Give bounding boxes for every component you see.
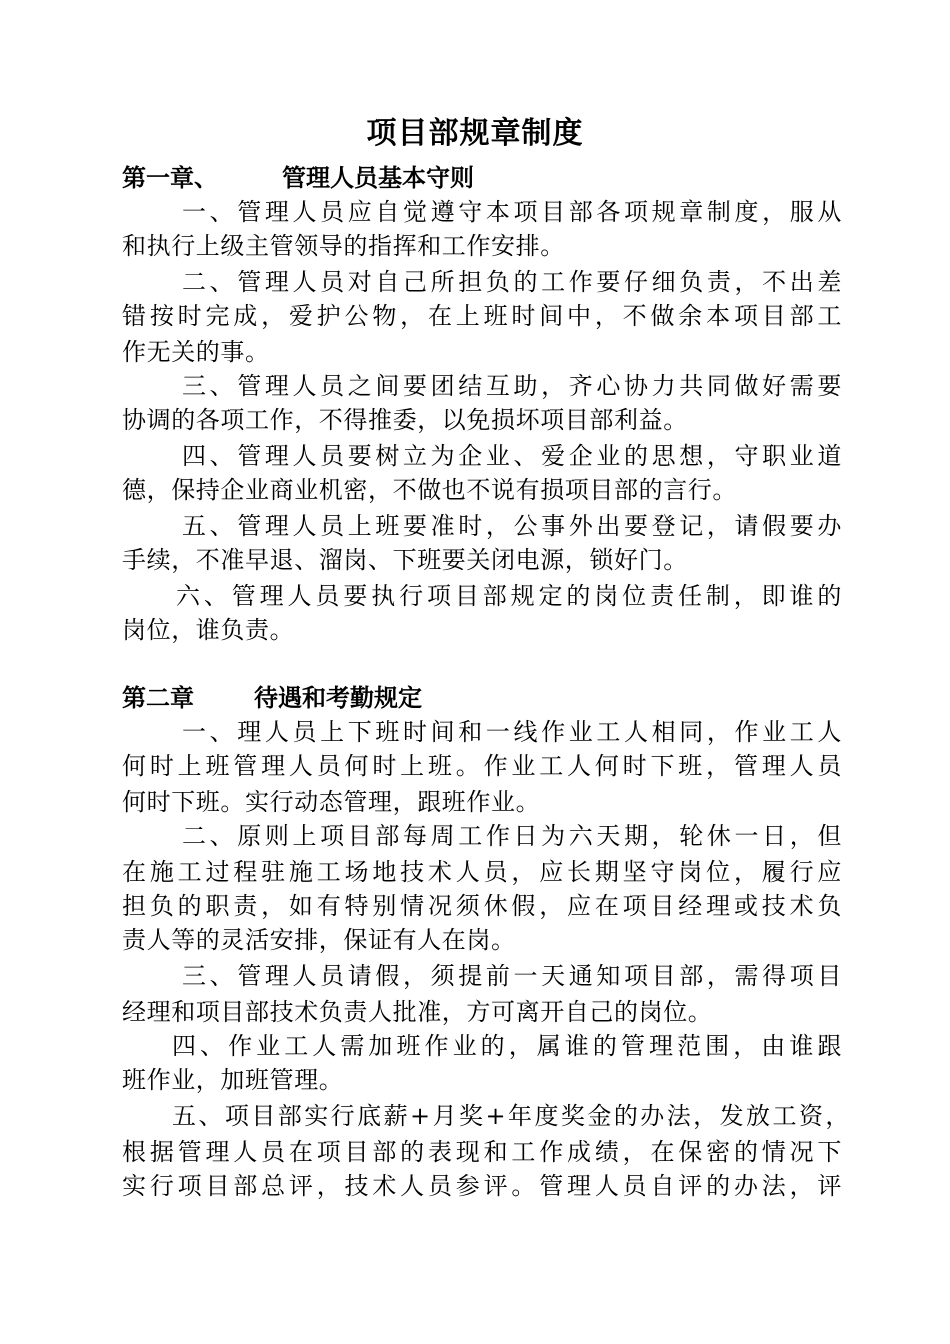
chapter-2-line: 五、项目部实行底薪+月奖+年度奖金的办法，发放工资， [172,1102,850,1130]
chapter-2-number: 第二章 [122,683,194,712]
chapter-1-line: 二、管理人员对自己所担负的工作要仔细负责，不出差 [182,268,842,296]
chapter-2-line: 实行项目部总评，技术人员参评。管理人员自评的办法，评 [122,1172,842,1200]
chapter-1-line: 六、管理人员要执行项目部规定的岗位责任制，即谁的 [176,582,842,610]
chapter-1-number: 第一章、 [122,163,218,192]
chapter-2-line: 何时下班。实行动态管理，跟班作业。 [122,788,541,816]
chapter-1-line: 和执行上级主管领导的指挥和工作安排。 [122,232,565,260]
chapter-1-line: 一、管理人员应自觉遵守本项目部各项规章制度，服从 [182,198,842,226]
chapter-2-line: 二、原则上项目部每周工作日为六天期，轮休一日，但 [182,822,842,850]
chapter-2-line: 四、作业工人需加班作业的，属谁的管理范围，由谁跟 [172,1032,842,1060]
chapter-2-line: 责人等的灵活安排，保证有人在岗。 [122,926,516,954]
chapter-2-line: 班作业，加班管理。 [122,1066,344,1094]
chapter-2-line: 何时上班管理人员何时上班。作业工人何时下班，管理人员 [122,752,842,780]
chapter-2-line: 根据管理人员在项目部的表现和工作成绩，在保密的情况下 [122,1138,842,1166]
chapter-1-line: 三、管理人员之间要团结互助，齐心协力共同做好需要 [182,372,842,400]
chapter-2-line: 三、管理人员请假，须提前一天通知项目部，需得项目 [182,962,842,990]
document-title: 项目部规章制度 [366,116,584,151]
chapter-2-name: 待遇和考勤规定 [254,683,422,712]
chapter-1-line: 岗位，谁负责。 [122,616,295,644]
chapter-2-line: 在施工过程驻施工场地技术人员，应长期坚守岗位，履行应 [122,858,842,886]
chapter-1-line: 德，保持企业商业机密，不做也不说有损项目部的言行。 [122,476,737,504]
chapter-1-line: 作无关的事。 [122,338,270,366]
chapter-2-line: 经理和项目部技术负责人批准，方可离开自己的岗位。 [122,998,713,1026]
chapter-1-line: 手续，不准早退、溜岗、下班要关闭电源，锁好门。 [122,546,688,574]
chapter-1-line: 错按时完成，爱护公物，在上班时间中，不做余本项目部工 [122,302,842,330]
chapter-1-line: 五、管理人员上班要准时，公事外出要登记，请假要办 [182,512,842,540]
chapter-2-line: 担负的职责，如有特别情况须休假，应在项目经理或技术负 [122,892,842,920]
chapter-1-line: 四、管理人员要树立为企业、爱企业的思想，守职业道 [182,442,842,470]
chapter-1-name: 管理人员基本守则 [282,163,474,192]
chapter-2-line: 一、理人员上下班时间和一线作业工人相同，作业工人 [182,718,842,746]
chapter-1-line: 协调的各项工作，不得推委，以免损坏项目部利益。 [122,406,688,434]
